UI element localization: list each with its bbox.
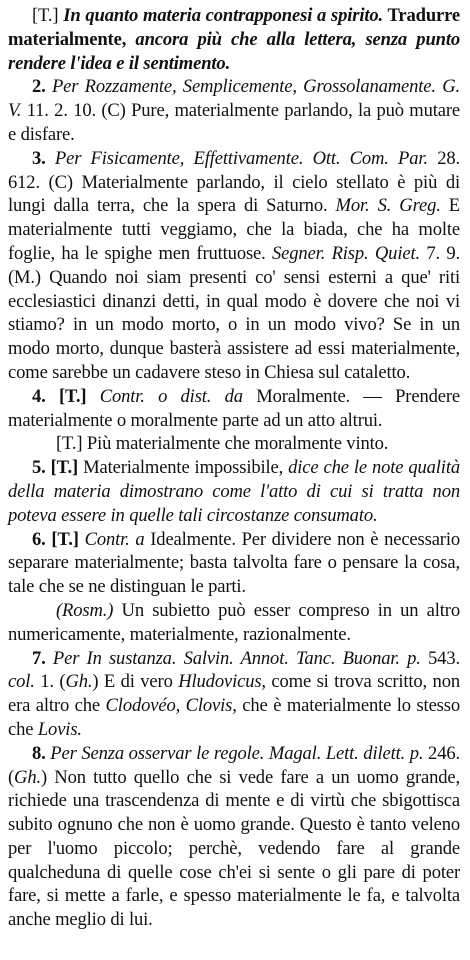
- entry-number: 6. [T.]: [32, 528, 85, 550]
- entry-text-emphasis: ancora più che alla lettera, senza punto rendere l'idea e il sentimento.: [8, 28, 460, 74]
- entry-heading: Per Rozzamente, Semplicemente, Grossolanamente. G. V.: [8, 76, 460, 122]
- entry-text: Tradurre materialmente,: [8, 5, 460, 50]
- entry-heading: Contr. a: [84, 528, 145, 550]
- entry-text: 28. 612. (C) Materialmente parlando, il cielo stellato è più di lungi dalla terra, che la spera di Saturno.: [8, 147, 460, 217]
- entry-heading: Per Senza osservar le regole. Magal. Lett. dilett. p.: [50, 742, 424, 764]
- entry-text: Un subietto può esser compreso in un altro numericamente, materialmente, razionalmente.: [8, 599, 460, 645]
- citation: Mor. S. Greg.: [335, 195, 441, 217]
- entry-text: ) E di vero: [92, 671, 179, 693]
- entry-definition-5: [8, 456, 460, 527]
- entry-text: 1. (: [34, 671, 66, 693]
- entry-text-emphasis: Hludovicus,: [178, 671, 266, 693]
- entry-definition-8: [8, 742, 460, 932]
- citation: Segner. Risp. Quiet.: [272, 242, 420, 264]
- entry-text: Idealmente. Per dividere non è necessario separare materialmente; basta talvolta fare o pensare la cosa, tale che se ne distinguan le parti.: [8, 528, 460, 598]
- entry-heading: Per Fisicamente, Effettivamente. Ott. Com. Par.: [54, 147, 428, 169]
- citation: Gh.: [14, 766, 41, 788]
- entry-number: 2.: [32, 76, 52, 98]
- entry-text: [T.] Più materialmente che moralmente vinto.: [56, 433, 389, 455]
- entry-definition-2: [8, 75, 460, 146]
- entry-number: 4. [T.]: [32, 385, 100, 407]
- entry-subexample-6: [8, 599, 460, 647]
- entry-text: 11. 2. 10. (C) Pure, materialmente parlando, la può mutare e disfare.: [8, 100, 460, 145]
- entry-text: che è materialmente lo stesso che: [8, 695, 460, 740]
- entry-number: 7.: [32, 647, 53, 669]
- citation: col.: [8, 671, 35, 693]
- tag-label: [T.]: [32, 5, 64, 26]
- entry-text: E materialmente tutti veggiamo, che la biada, che ha molte foglie, ha le spighe men fruttuose.: [8, 195, 460, 264]
- entry-heading: Contr. o dist. da: [99, 385, 243, 407]
- entry-definition-6: [8, 528, 460, 599]
- entry-text-emphasis: Lovis.: [37, 718, 82, 740]
- entry-number: 3.: [32, 147, 55, 169]
- entry-number: 5. [T.]: [32, 457, 84, 479]
- entry-text: 543.: [420, 647, 460, 669]
- entry-definition-7: [8, 647, 460, 742]
- entry-text: Moralmente. — Prendere materialmente o moralmente parte ad un atto altrui.: [8, 385, 460, 431]
- entry-text-emphasis: dice che le note qualità della materia dimostrano come l'atto di cui si tratta non poteva essere in quelle tali circostanze consumato.: [8, 457, 460, 526]
- entry-text: 7. 9. (M.) Quando noi siam presenti co' sensi esterni a que' riti ecclesiastici dinanzi detti, in qual modo è dovere che noi vi stiamo? in un modo morto, o in un modo vivo? Se in un modo morto, dunque basterà assistere ad essi materialmente, come sarebbe un cadavere steso in Chiesa sul cataletto.: [8, 242, 461, 383]
- entry-text: 246. (: [8, 742, 460, 788]
- entry-definition-4: [8, 385, 460, 433]
- entry-heading: Materialmente impossibile,: [83, 457, 289, 479]
- entry-definition-1: [8, 4, 460, 75]
- citation: Gh.: [65, 671, 93, 693]
- entry-text: come si trova scritto, non era altro che: [8, 671, 460, 717]
- citation: (Rosm.): [56, 599, 114, 621]
- entry-subexample-4: [8, 432, 460, 456]
- entry-definition-3: [8, 147, 460, 385]
- entry-text: ) Non tutto quello che si vede fare a un uomo grande, richiede una trascendenza di mente e di virtù che sbigottisca subito ognuno che non è uomo grande. Questo è tanto veleno per l'uomo piccolo; perchè, vedendo fare al grande qualcheduna di quelle cose ch'ei si sente o gli pare di poter fare, si mette a farle, e spesso materialmente le fa, e talvolta anche meglio di lui.: [8, 766, 460, 931]
- entry-heading: In quanto materia contrapponesi a spirito.: [63, 5, 384, 26]
- entry-text-emphasis: Clodovéo, Clovis,: [105, 695, 237, 717]
- entry-heading: Per In sustanza. Salvin. Annot. Tanc. Buonar. p.: [52, 647, 421, 669]
- entry-number: 8.: [32, 742, 51, 764]
